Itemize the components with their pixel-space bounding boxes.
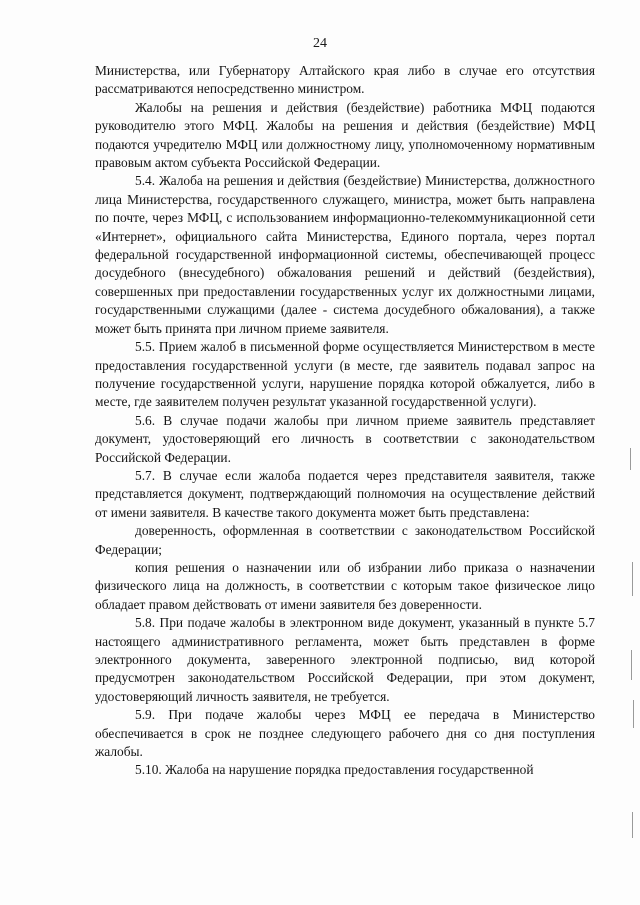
page-number: 24 (313, 36, 327, 51)
document-body (95, 62, 595, 780)
scan-edge-mark (631, 650, 632, 680)
paragraph-5-7: 5.7. В случае если жалоба подается через представителя заявителя, также представляется документ, подтверждающий полномочия на осуществление действий от имени заявителя. В качестве такого документа может быть представлена: (95, 467, 595, 520)
paragraph-5-6: 5.6. В случае подачи жалобы при личном приеме заявитель представляет документ, удостоверяющий его личность в соответствии с законодательством Российской Федерации. (95, 412, 595, 465)
scan-edge-mark (632, 562, 633, 596)
paragraph-5-4: 5.4. Жалоба на решения и действия (бездействие) Министерства, должностного лица Министерства, государственного служащего, министра, может быть направлена по почте, через МФЦ, с использованием информационно-телекоммуникационной сети «Интернет», официального сайта Министерства, Единого портала, через портал федеральной государственной информационной системы, обеспечивающей процесс досудебного (внесудебного) обжалования решений и действий (бездействия), совершенных при предоставлении государственных услуг их должностными лицами, государственными служащими (далее - система досудебного обжалования), а также может быть принята при личном приеме заявителя. (95, 173, 595, 336)
paragraph-5-10: 5.10. Жалоба на нарушение порядка предоставления государственной (135, 762, 534, 778)
paragraph-mfc-complaints: Жалобы на решения и действия (бездействие) работника МФЦ подаются руководителю этого МФЦ. Жалобы на решения и действия (бездействие) МФЦ подаются учредителю МФЦ или должностному лицу, уполномоченному нормативным правовым актом субъекта Российской Федерации. (95, 99, 595, 171)
scan-edge-mark (633, 700, 634, 728)
paragraph-5-5: 5.5. Прием жалоб в письменной форме осуществляется Министерством в месте предоставления государственной услуги (в месте, где заявитель подавал запрос на получение государственной услуги, нарушение порядка которой обжалуется, либо в месте, где заявителем получен результат указанной государственной услуги). (95, 339, 595, 410)
scan-edge-mark (630, 448, 631, 470)
paragraph-appointment-copy: копия решения о назначении или об избрании либо приказа о назначении физического лица на должность, в соответствии с которым такое физическое лицо обладает правом действовать от имени заявителя без доверенности. (95, 559, 595, 612)
paragraph-5-8: 5.8. При подаче жалобы в электронном виде документ, указанный в пункте 5.7 настоящего административного регламента, может быть представлен в форме электронного документа, заверенного электронной подписью, вид которой предусмотрен законодательством Российской Федерации, при этом документ, удостоверяющий личность заявителя, не требуется. (95, 615, 595, 704)
scan-edge-mark (632, 812, 633, 838)
paragraph-power-of-attorney: доверенность, оформленная в соответствии с законодательством Российской Федерации; (95, 523, 595, 557)
paragraph-5-9: 5.9. При подаче жалобы через МФЦ ее передача в Министерство обеспечивается в срок не позднее следующего рабочего дня со дня поступления жалобы. (95, 707, 595, 760)
paragraph-continuation: Министерства, или Губернатору Алтайского края либо в случае его отсутствия рассматриваются непосредственно министром. (95, 63, 595, 97)
